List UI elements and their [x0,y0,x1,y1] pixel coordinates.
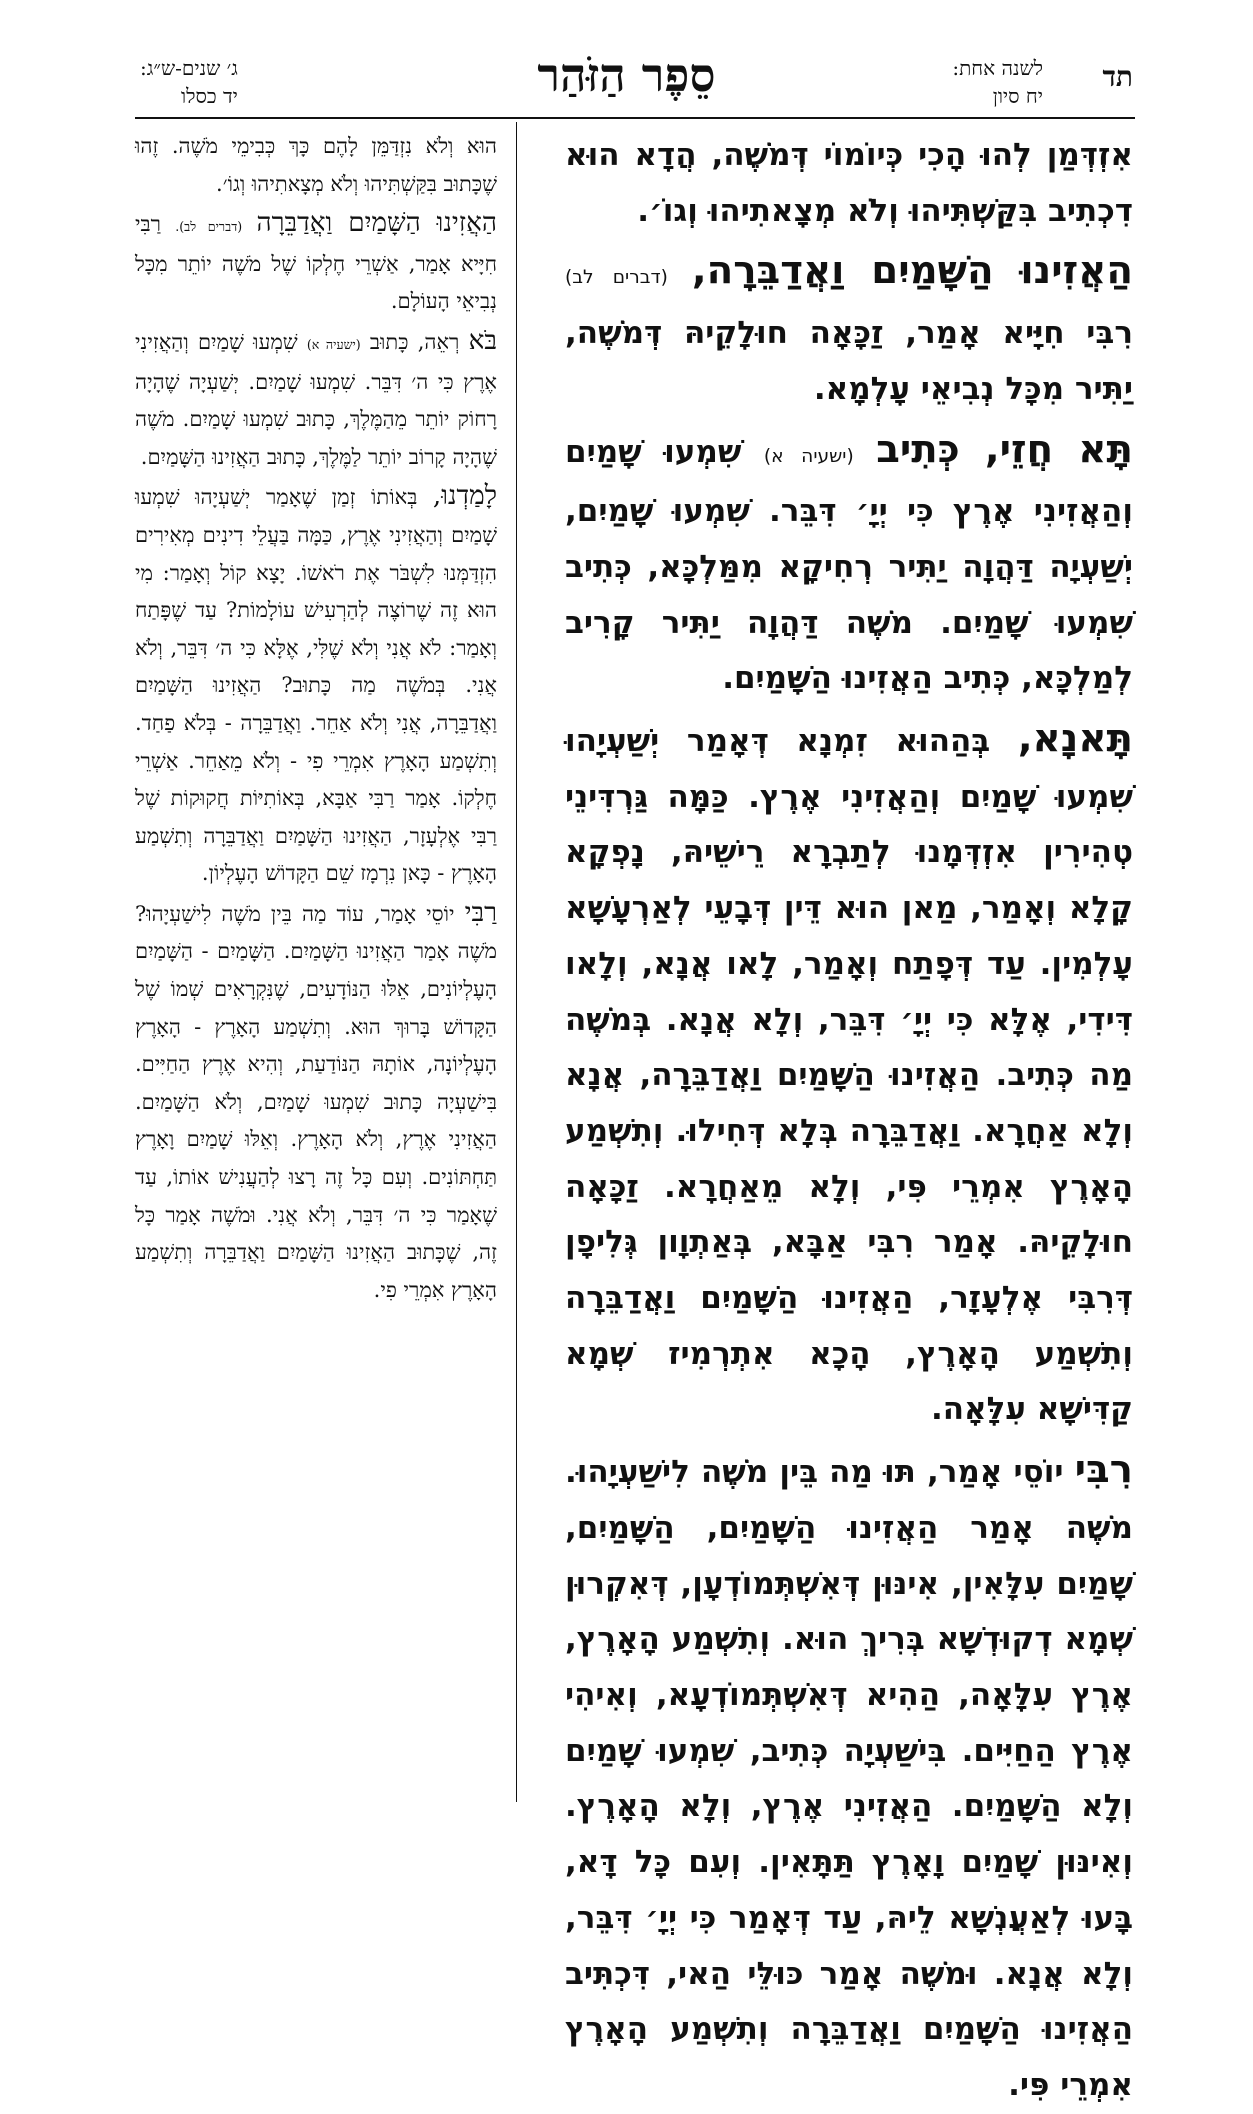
header-left-note [140,54,238,110]
side-p3-text: שִׁמְעוּ שָׁמַיִם וְהַאֲזִינִי אֶרֶץ כִּי ה׳ דִּבֵּר. שִׁמְעוּ שָׁמַיִם. יְשַׁעְיָה שֶׁהָיָה רָחוֹק יוֹתֵר מֵהַמֶּלֶךְ, כָּתוּב שִׁמְעוּ שָׁמַיִם. מֹשֶׁה שֶׁהָיָה קָרוֹב יוֹתֵר לַמֶּלֶךְ, כָּתוּב הַאֲזִינוּ הַשָּׁמַיִם. [135,329,497,469]
side-p2-lead: הַאֲזִינוּ הַשָּׁמַיִם וַאֲדַבֵּרָה [256,208,497,239]
main-p3-source: (ישעיה א) [763,445,854,467]
main-paragraph-2 [565,243,1133,417]
main-p5-text: יוֹסֵי אָמַר, תּוּ מַה בֵּין מֹשֶׁה לִישַׁעְיָהוּ. מֹשֶׁה אָמַר הַאֲזִינוּ הַשָּׁמַיִם, הַשָּׁמַיִם, שָׁמַיִם עִלָּאִין, אִינּוּן דְּאִשְׁתְּמוֹדְעָן, דְּאִקְרוּן שְׁמָא דְקוּדְשָׁא בְּרִיךְ הוּא. וְתִשְׁמַע הָאָרֶץ, אֶרֶץ עִלָּאָה, הַהִיא דְּאִשְׁתְּמוֹדְעָא, וְאִיהִי אֶרֶץ הַחַיִּים. בִּישַׁעְיָה כְּתִיב, שִׁמְעוּ שָׁמַיִם וְלָא הַשָּׁמַיִם. הַאֲזִינִי אֶרֶץ, וְלָא הָאָרֶץ. וְאִינּוּן שָׁמַיִם וָאָרֶץ תַּתָּאִין. וְעִם כָּל דָּא, בָּעוּ לְאַעֲנְשָׁא לֵיהּ, עַד דְּאָמַר כִּי יְיָ׳ דִּבֵּר, וְלָא אֲנָא. וּמֹשֶׁה אָמַר כּוּלֵּי הַאי, דִּכְתִּיב הַאֲזִינוּ הַשָּׁמַיִם וַאֲדַבֵּרָה וְתִשְׁמַע הָאָרֶץ אִמְרֵי פִּי. [565,1454,1133,2103]
main-paragraph-3 [565,422,1133,708]
aramaic-column [565,128,1133,2103]
side-paragraph-4 [135,478,497,893]
column-divider [516,122,517,1802]
side-p3-intro: רְאֵה, כָּתוּב [369,329,460,354]
main-paragraph-1 [565,128,1133,239]
hebrew-translation-column [135,128,497,1796]
side-p1-text: הוּא וְלֹא נִזְדַּמֵּן לָהֶם כָּךְ כְּבִימֵי מֹשֶׁה. זֶהוּ שֶׁכָּתוּב בִּקַּשְׁתִּיהוּ וְלֹא מְצָאתִיהוּ וְגוֹ׳. [135,134,497,196]
header-right-line-1: לשנה אחת: [952,56,1043,80]
main-p3-text: שִׁמְעוּ שָׁמַיִם וְהַאֲזִינִי אֶרֶץ כִּי יְיָ׳ דִּבֵּר. שִׁמְעוּ שָׁמַיִם, יְשַׁעְיָה דַּהֲוָה יַתִּיר רְחִיקָא מִמַּלְכָּא, כְּתִיב שִׁמְעוּ שָׁמַיִם. מֹשֶׁה דַּהֲוָה יַתִּיר קָרִיב לְמַלְכָּא, כְּתִיב הַאֲזִינוּ הַשָּׁמַיִם. [565,433,1133,697]
side-p5-lead: רַבִּי [464,897,497,928]
main-p2-text: רִבִּי חִיָּיא אָמַר, זַכָּאָה חוּלָקֵיהּ דְּמֹשֶׁה, יַתִּיר מִכָּל נְבִיאֵי עָלְמָא. [565,315,1133,407]
page-number: תד [1102,60,1133,93]
main-p4-text: בְּהַהוּא זִמְנָא דְּאָמַר יְשַׁעְיָהוּ שִׁמְעוּ שָׁמַיִם וְהַאֲזִינִי אֶרֶץ. כַּמָּה גַּרְדִּינֵי טְהִירִין אִזְדְּמָנוּ לְתַבְרָא רֵישֵׁיהּ, נָפְקָא קָלָא וְאָמַר, מַאן הוּא דֵּין דְּבָעֵי לְאַרְעָשָׁא עָלְמִין. עַד דְּפָתַח וְאָמַר, לָאו אֲנָא, וְלָאו דִּידִי, אֶלָּא כִּי יְיָ׳ דִּבֵּר, וְלָא אֲנָא. בְּמֹשֶׁה מַה כְּתִיב. הַאֲזִינוּ הַשָּׁמַיִם וַאֲדַבֵּרָה, אֲנָא וְלָא אַחֲרָא. וַאֲדַבֵּרָה בְּלָא דְּחִילוּ. וְתִשְׁמַע הָאָרֶץ אִמְרֵי פִּי, וְלָא מֵאַחֲרָא. זַכָּאָה חוּלָקֵיהּ. אָמַר רִבִּי אַבָּא, בְּאַתְוָון גְּלִיפָן דְּרִבִּי אֶלְעָזָר, הַאֲזִינוּ הַשָּׁמַיִם וַאֲדַבֵּרָה וְתִשְׁמַע הָאָרֶץ, הָכָא אִתְרְמִיז שְׁמָא קַדִּישָׁא עִלָּאָה. [565,723,1133,1428]
side-p5-text: יוֹסֵי אָמַר, עוֹד מַה בֵּין מֹשֶׁה לִישַׁעְיָהוּ? מֹשֶׁה אָמַר הַאֲזִינוּ הַשָּׁמַיִם. הַשָּׁמַיִם - הַשָּׁמַיִם הָעֶלְיוֹנִים, אֵלּוּ הַנּוֹדָעִים, שֶׁנִּקְרָאִים שְׁמוֹ שֶׁל הַקָּדוֹשׁ בָּרוּךְ הוּא. וְתִשְׁמַע הָאָרֶץ - הָאָרֶץ הָעֶלְיוֹנָה, אוֹתָהּ הַנּוֹדַעַת, וְהִיא אֶרֶץ הַחַיִּים. בִּישַׁעְיָה כָּתוּב שִׁמְעוּ שָׁמַיִם, וְלֹא הַשָּׁמַיִם. הַאֲזִינִי אֶרֶץ, וְלֹא הָאָרֶץ. וְאֵלּוּ שָׁמַיִם וָאָרֶץ תַּחְתּוֹנִים. וְעִם כָּל זֶה רָצוּ לְהַעֲנִישׁ אוֹתוֹ, עַד שֶׁאָמַר כִּי ה׳ דִּבֵּר, וְלֹא אֲנִי. וּמֹשֶׁה אָמַר כָּל זֶה, שֶׁכָּתוּב הַאֲזִינוּ הַשָּׁמַיִם וַאֲדַבֵּרָה וְתִשְׁמַע הָאָרֶץ אִמְרֵי פִי. [135,901,497,1302]
side-p4-text: בְּאוֹתוֹ זְמַן שֶׁאָמַר יְשַׁעְיָהוּ שִׁמְעוּ שָׁמַיִם וְהַאֲזִינִי אֶרֶץ, כַּמָּה בַּעֲלֵי דִינִים מְאִירִים הִזְדַּמְּנוּ לִשְׁבֹּר אֶת רֹאשׁוֹ. יָצָא קוֹל וְאָמַר: מִי הוּא זֶה שֶׁרוֹצֶה לְהַרְעִישׁ עוֹלָמוֹת? עַד שֶׁפָּתַח וְאָמַר: לֹא אֲנִי וְלֹא שֶׁלִּי, אֶלָּא כִּי ה׳ דִּבֵּר, וְלֹא אֲנִי. בְּמֹשֶׁה מַה כָּתוּב? הַאֲזִינוּ הַשָּׁמַיִם וַאֲדַבֵּרָה, אֲנִי וְלֹא אַחֵר. וַאֲדַבֵּרָה - בְּלֹא פַחַד. וְתִשְׁמַע הָאָרֶץ אִמְרֵי פִי - וְלֹא מֵאַחֵר. אַשְׁרֵי חֶלְקוֹ. אָמַר רַבִּי אַבָּא, בְּאוֹתִיּוֹת חֲקוּקוֹת שֶׁל רַבִּי אֶלְעָזָר, הַאֲזִינוּ הַשָּׁמַיִם וַאֲדַבֵּרָה וְתִשְׁמַע הָאָרֶץ - כָּאן נִרְמָז שֵׁם הַקָּדוֹשׁ הָעֶלְיוֹן. [135,485,497,886]
main-p2-lead: הַאֲזִינוּ הַשָּׁמַיִם וַאֲדַבֵּרָה, [691,248,1133,294]
header-right-line-2: יח סיון [992,84,1043,108]
book-title: סֵפֶר הַזֹּהַר [537,48,716,102]
side-p4-lead: לָמַדְנוּ, [432,481,497,512]
main-p3-lead: תָּא חֲזֵי, כְּתִיב [876,426,1133,472]
main-p4-lead: תָּאנָא, [1017,716,1133,762]
side-p3-source: (ישעיה א) [306,336,361,352]
page-header [0,48,1253,122]
side-paragraph-2 [135,205,497,321]
side-p2-source: (דברים לב). [175,219,243,235]
side-paragraph-1 [135,128,497,203]
main-p5-lead: רִבִּי [1074,1447,1133,1493]
side-paragraph-5 [135,895,497,1310]
header-left-line-2: יד כסלו [180,84,238,108]
main-paragraph-4 [565,711,1133,1438]
side-paragraph-3 [135,323,497,476]
main-p2-source: (דברים לב) [565,267,668,289]
header-left-line-1: ג׳ שנים-ש״ג: [140,56,238,80]
main-paragraph-5 [565,1442,1133,2113]
side-p2-text: רַבִּי חִיָּיא אָמַר, אַשְׁרֵי חֶלְקוֹ שֶׁל מֹשֶׁה יוֹתֵר מִכָּל נְבִיאֵי הָעוֹלָם. [135,212,497,314]
side-p3-lead: בֹּא [468,325,497,356]
main-p1-text: אִזְדְּמַן לְהוּ הָכִי כְּיוֹמוֹי דְּמֹשֶׁה, הֲדָא הוּא דִכְתִיב בִּקַּשְׁתִּיהוּ וְלֹא מְצָאתִיהוּ וְגוֹ׳. [565,137,1133,229]
header-rule [135,117,1135,119]
